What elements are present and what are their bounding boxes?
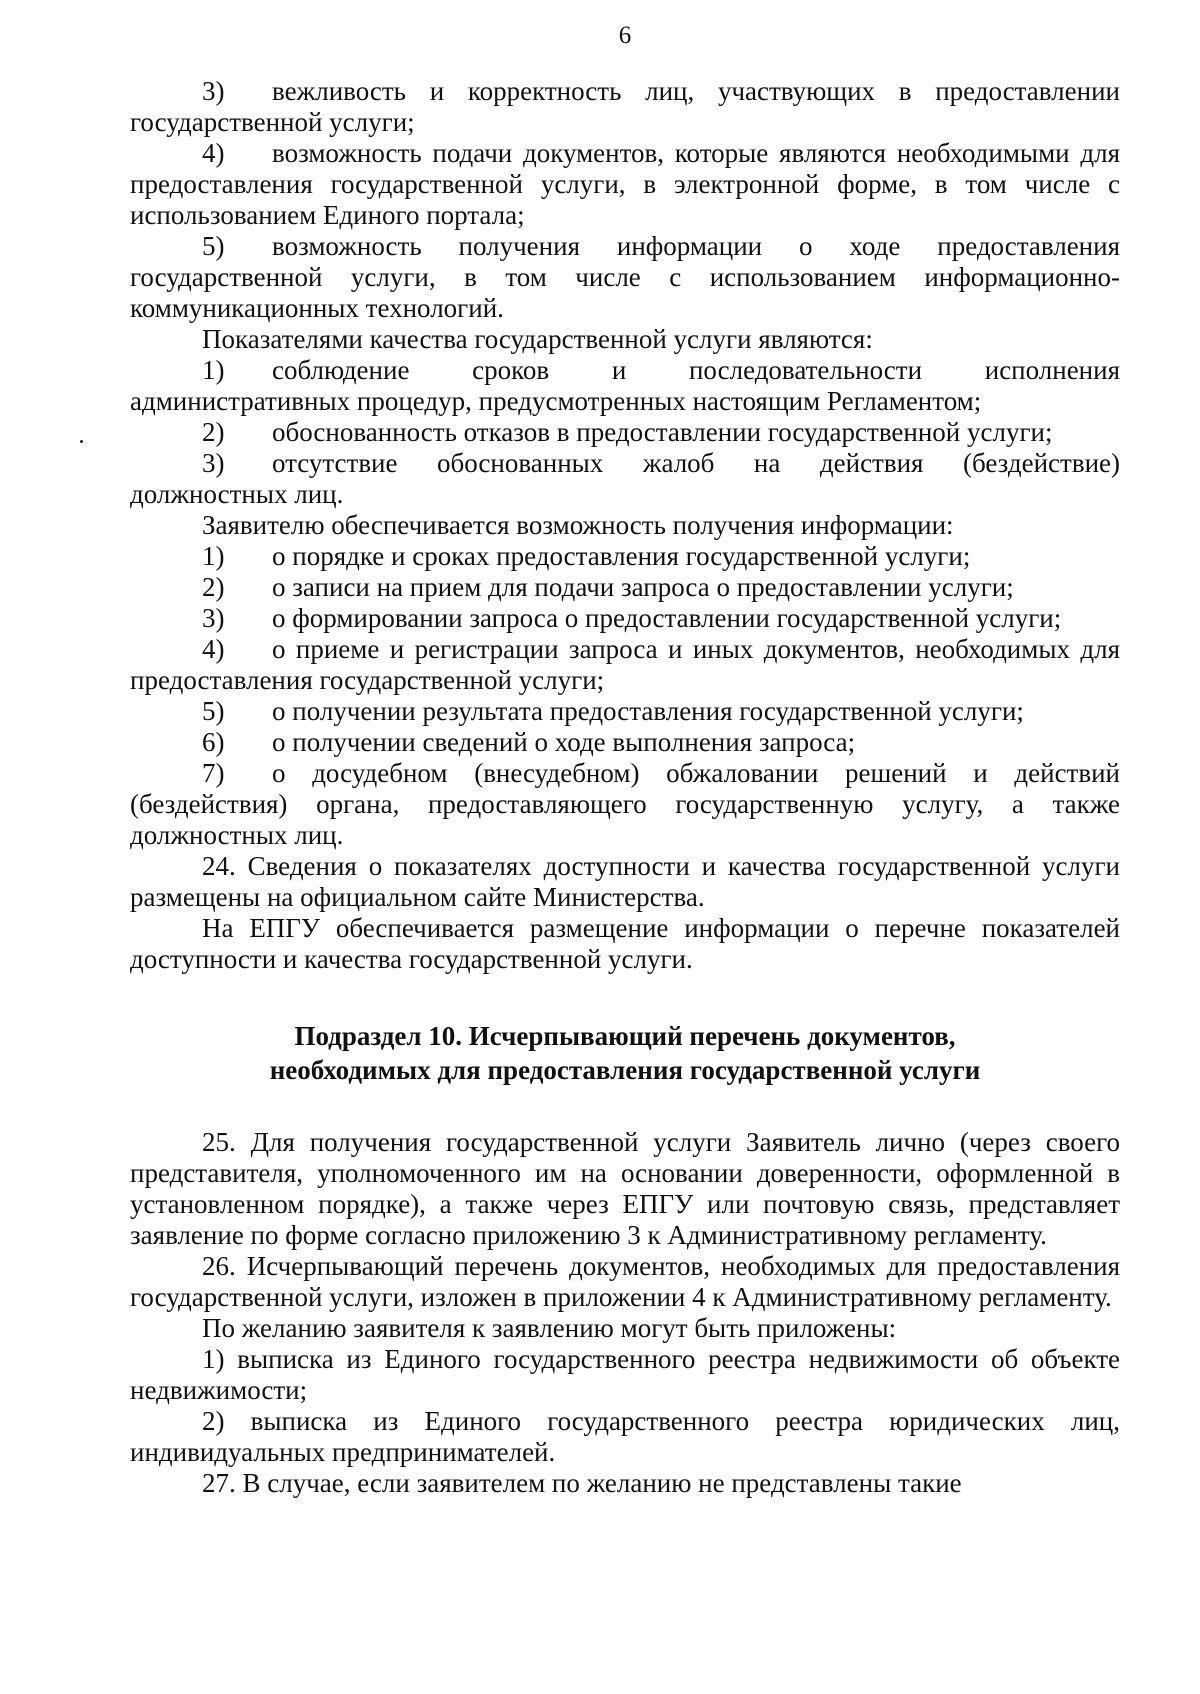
subsection-heading-line1: Подраздел 10. Исчерпывающий перечень документов, — [294, 1021, 956, 1051]
paragraph-27: 27. В случае, если заявителем по желанию не представлены такие — [202, 1468, 962, 1498]
list-item: 6) о получении сведений о ходе выполнения запроса; — [202, 727, 856, 757]
list-item: 7) о досудебном (внесудебном) обжаловании решений и действий (бездействия) органа, предоставляющего государственную услугу, а также должностных лиц. — [130, 758, 1120, 850]
list-item: 4) о приеме и регистрации запроса и иных документов, необходимых для предоставления государственной услуги; — [130, 634, 1120, 695]
list-item: 1) соблюдение сроков и последовательности исполнения административных процедур, предусмотренных настоящим Регламентом; — [130, 355, 1120, 416]
attach-item-1: 1) выписка из Единого государственного реестра недвижимости об объекте недвижимости; — [130, 1344, 1120, 1405]
quality-intro: Показателями качества государственной услуги являются: — [202, 324, 873, 354]
list-item: 5) возможность получения информации о ходе предоставления государственной услуги, в том числе с использованием информационно-коммуникационных технологий. — [130, 231, 1120, 323]
info-section — [130, 510, 1120, 851]
paragraph-24-text: 24. Сведения о показателях доступности и качества государственной услуги размещены на официальном сайте Министерства. — [130, 851, 1120, 912]
list-item: 3) отсутствие обоснованных жалоб на действия (бездействие) должностных лиц. — [130, 448, 1120, 509]
paragraph-25: 25. Для получения государственной услуги Заявитель лично (через своего представителя, уполномоченного им на основании доверенности, оформленной в установленном порядке), а также через ЕПГУ или почтовую связь, представляет заявление по форме согласно приложению 3 к Административному регламенту. — [130, 1127, 1120, 1250]
page-number: 6 — [618, 22, 632, 49]
scan-mark — [80, 440, 83, 443]
attach-intro: По желанию заявителя к заявлению могут быть приложены: — [202, 1313, 897, 1343]
attach-item-2: 2) выписка из Единого государственного реестра юридических лиц, индивидуальных предпринимателей. — [130, 1406, 1120, 1467]
paragraph-24 — [130, 851, 1120, 975]
paragraph-26: 26. Исчерпывающий перечень документов, необходимых для предоставления государственной услуги, изложен в приложении 4 к Административному регламенту. — [130, 1251, 1120, 1312]
list-item: 5) о получении результата предоставления государственной услуги; — [202, 696, 1024, 726]
info-intro: Заявителю обеспечивается возможность получения информации: — [202, 510, 954, 540]
subsection-heading-line2: необходимых для предоставления государственной услуги — [269, 1055, 981, 1085]
list-item: 2) о записи на прием для подачи запроса о предоставлении услуги; — [202, 572, 1014, 602]
list-item: 2) обоснованность отказов в предоставлении государственной услуги; — [202, 417, 1053, 447]
paragraph-24-epgu: На ЕПГУ обеспечивается размещение информации о перечне показателей доступности и качества государственной услуги. — [130, 913, 1120, 974]
quality-section — [130, 324, 1120, 510]
document-body — [130, 76, 1120, 1499]
list-item: 3) о формировании запроса о предоставлении государственной услуги; — [202, 603, 1062, 633]
list-item: 1) о порядке и сроках предоставления государственной услуги; — [202, 541, 971, 571]
access-indicators-list — [130, 76, 1120, 324]
paragraphs-25-27 — [130, 1127, 1120, 1499]
list-item: 4) возможность подачи документов, которые являются необходимыми для предоставления государственной услуги, в электронной форме, в том числе с использованием Единого портала; — [130, 138, 1120, 230]
list-item: 3) вежливость и корректность лиц, участвующих в предоставлении государственной услуги; — [130, 76, 1120, 137]
